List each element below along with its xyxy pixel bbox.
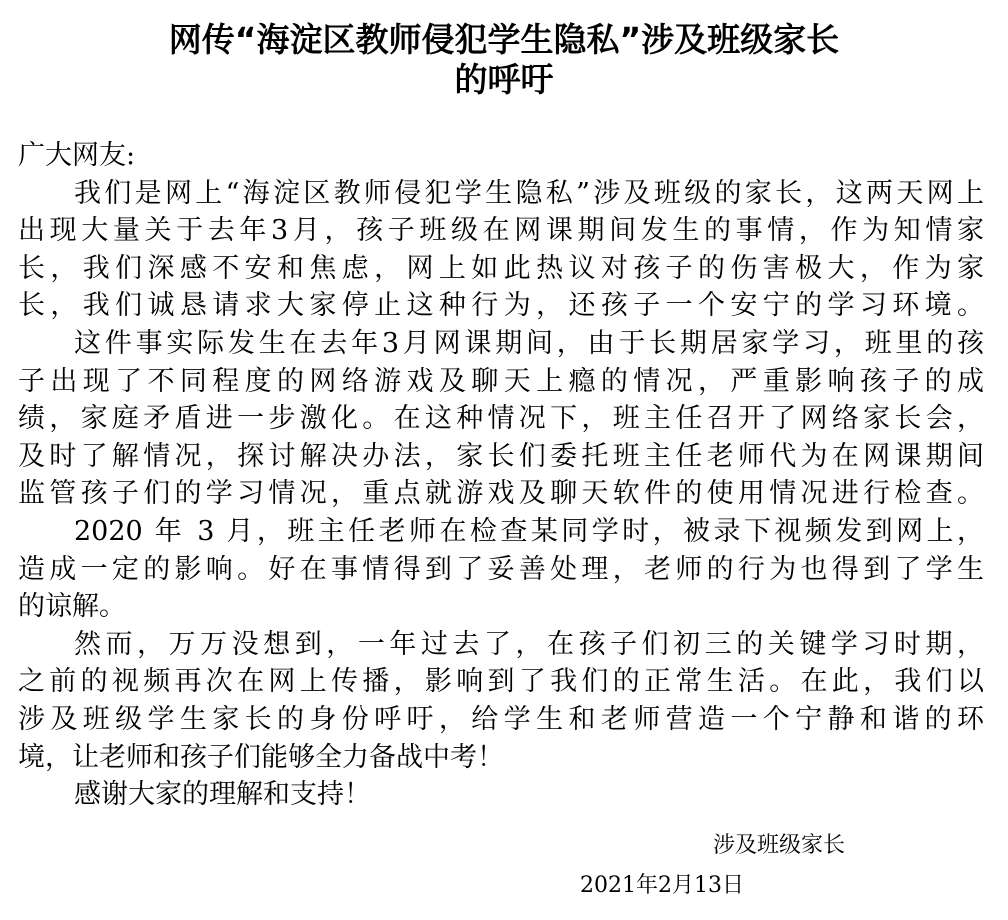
body-line: 之前的视频再次在网上传播，影响到了我们的正常生活。在此，我们以 xyxy=(18,666,984,698)
body-line: 涉及班级学生家长的身份呼吁，给学生和老师营造一个宁静和谐的环 xyxy=(18,704,984,735)
body-line: 监管孩子们的学习情况，重点就游戏及聊天软件的使用情况进行检查。 xyxy=(18,478,984,510)
body-line: 子出现了不同程度的网络游戏及聊天上瘾的情况，严重影响孩子的成 xyxy=(18,365,984,397)
body-line: 绩，家庭矛盾进一步激化。在这种情况下，班主任召开了网络家长会， xyxy=(18,403,984,435)
body-line: 的谅解。 xyxy=(18,591,126,623)
body-line: 境，让老师和孩子们能够全力备战中考！ xyxy=(18,741,504,773)
signature-author: 涉及班级家长 xyxy=(713,833,846,858)
body-line: 长，我们深感不安和焦虑，网上如此热议对孩子的伤害极大，作为家 xyxy=(18,252,984,284)
body-line: 长，我们诚恳请求大家停止这种行为，还孩子一个安宁的学习环境。 xyxy=(18,290,984,322)
body-line: 广大网友: xyxy=(18,140,136,171)
body-line: 然而，万万没想到，一年过去了，在孩子们初三的关键学习时期， xyxy=(74,628,984,660)
document-title-line-2: 的呼吁 xyxy=(454,60,554,99)
body-line: 这件事实际发生在去年3月网课期间，由于长期居家学习，班里的孩 xyxy=(74,328,984,359)
body-line: 感谢大家的理解和支持！ xyxy=(74,779,371,811)
body-line: 我们是网上“海淀区教师侵犯学生隐私”涉及班级的家长，这两天网上 xyxy=(74,177,984,209)
body-line: 2020 年 3 月，班主任老师在检查某同学时，被录下视频发到网上， xyxy=(74,516,984,547)
document-title-line-1: 网传“海淀区教师侵犯学生隐私”涉及班级家长 xyxy=(168,20,840,59)
body-line: 出现大量关于去年3月，孩子班级在网课期间发生的事情，作为知情家 xyxy=(18,215,984,247)
body-line: 造成一定的影响。好在事情得到了妥善处理，老师的行为也得到了学生 xyxy=(18,553,984,585)
signature-date: 2021年2月13日 xyxy=(580,873,744,898)
body-line: 及时了解情况，探讨解决办法，家长们委托班主任老师代为在网课期间 xyxy=(18,440,984,472)
